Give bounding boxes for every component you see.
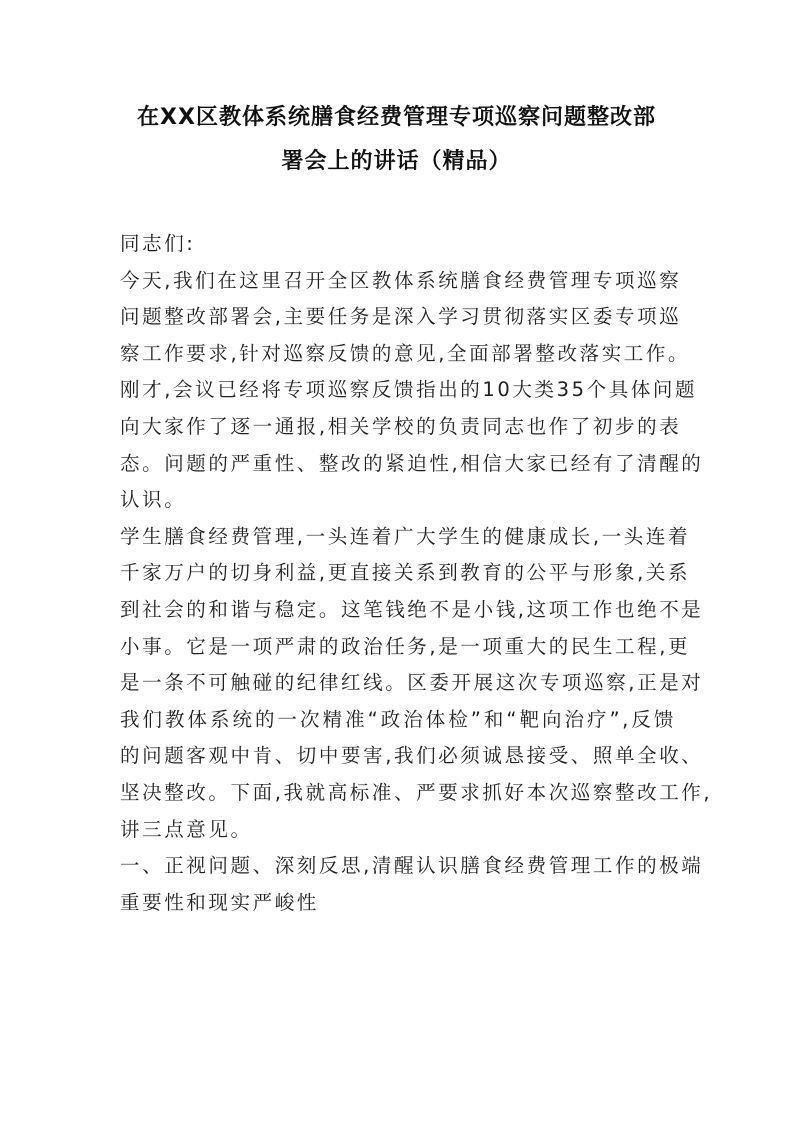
- section-heading-1: [120, 848, 704, 921]
- paragraph-line: 小事。它是一项严肃的政治任务,是一项重大的民生工程,更: [120, 634, 691, 658]
- title-line-1: 在XX区教体系统膳食经费管理专项巡察问题整改部: [137, 105, 656, 130]
- paragraph-line: 向大家作了逐一通报,相关学校的负责同志也作了初步的表: [120, 414, 682, 438]
- document-body: [120, 226, 713, 921]
- paragraph-1: [120, 263, 704, 519]
- paragraph-line: 千家万户的切身利益,更直接关系到教育的公平与形象,关系: [120, 561, 691, 585]
- salutation: 同志们:: [120, 232, 196, 255]
- document-title: [100, 96, 693, 184]
- paragraph-line: 坚决整改。下面,我就高标准、严要求抓好本次巡察整改工作,: [120, 780, 713, 804]
- paragraph-line: 态。问题的严重性、整改的紧迫性,相信大家已经有了清醒的: [120, 451, 704, 475]
- paragraph-line: 学生膳食经费管理,一头连着广大学生的健康成长,一头连着: [120, 524, 691, 548]
- heading-line: 一、正视问题、深刻反思,清醒认识膳食经费管理工作的极端: [120, 854, 704, 878]
- paragraph-line: 察工作要求,针对巡察反馈的意见,全面部署整改落实工作。: [120, 341, 691, 365]
- paragraph-line: 问题整改部署会,主要任务是深入学习贯彻落实区委专项巡: [120, 305, 682, 329]
- title-line-2: 署会上的讲话（精品）: [281, 149, 512, 174]
- paragraph-2: [120, 519, 713, 848]
- heading-line: 重要性和现实严峻性: [120, 890, 319, 914]
- paragraph-line: 到社会的和谐与稳定。这笔钱绝不是小钱,这项工作也绝不是: [120, 597, 704, 621]
- paragraph-line: 讲三点意见。: [120, 817, 253, 841]
- paragraph-line: 刚才,会议已经将专项巡察反馈指出的10大类35个具体问题: [120, 378, 698, 402]
- paragraph-line: 今天,我们在这里召开全区教体系统膳食经费管理专项巡察: [120, 268, 682, 292]
- paragraph-line: 是一条不可触碰的纪律红线。区委开展这次专项巡察,正是对: [120, 671, 704, 695]
- paragraph-line: 认识。: [120, 488, 187, 512]
- paragraph-line: 的问题客观中肯、切中要害,我们必须诚恳接受、照单全收、: [120, 744, 704, 768]
- paragraph-line: 我们教体系统的一次精准“政治体检”和“靶向治疗”,反馈: [120, 707, 676, 731]
